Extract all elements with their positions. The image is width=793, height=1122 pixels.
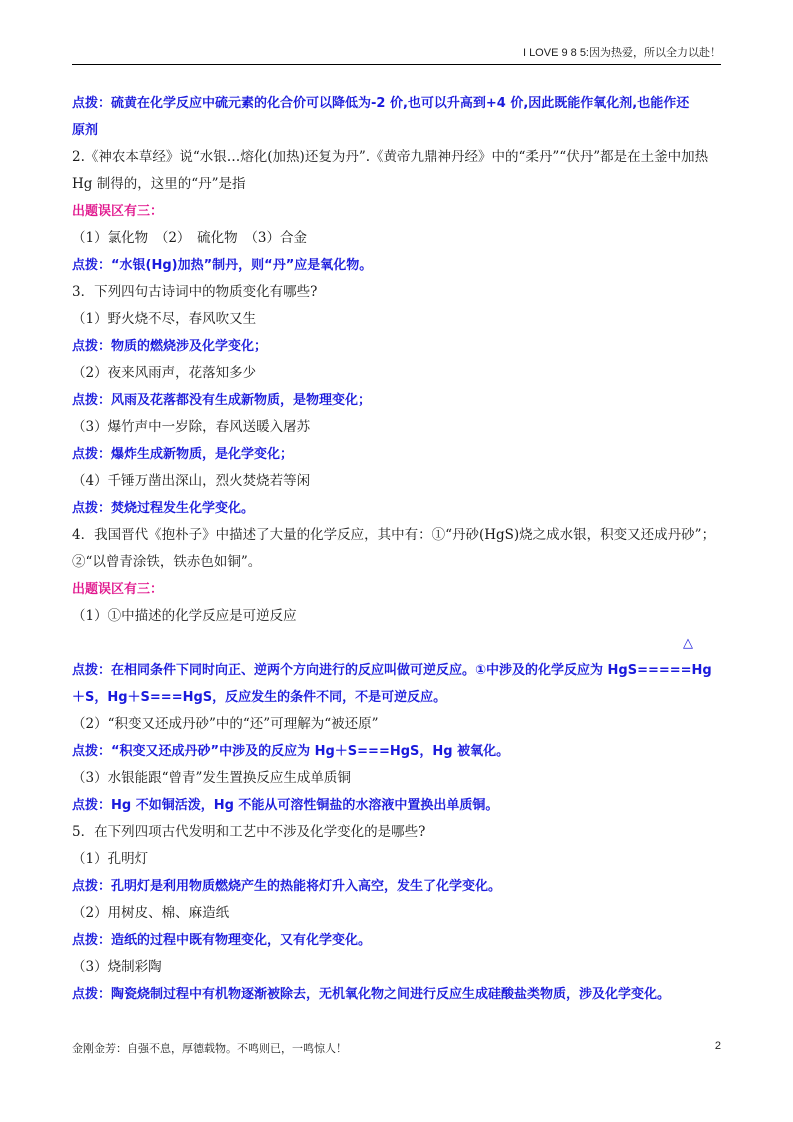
- hint-line: ＋S，Hg＋S===HgS，反应发生的条件不同，不是可逆反应。: [72, 690, 447, 705]
- header-slogan: I LOVE 9 8 5:因为热爱，所以全力以赴！: [522, 47, 721, 59]
- error-heading: 出题误区有三：: [72, 204, 164, 219]
- question-line: （4）千锤万凿出深山，烈火焚烧若等闲: [72, 473, 311, 489]
- document-body: [72, 90, 721, 1008]
- question-line: 2.《神农本草经》说“水银…熔化(加热)还复为丹”.《黄帝九鼎神丹经》中的“柔丹”“伏丹”都是在土釜中加热: [72, 149, 709, 165]
- question-line: （3）烧制彩陶: [72, 959, 162, 975]
- page-header: [72, 44, 721, 65]
- question-line: Hg 制得的，这里的“丹”是指: [72, 176, 246, 192]
- hint-line: 原剂: [72, 123, 99, 138]
- hint-line: 点拨：风雨及花落都没有生成新物质，是物理变化；: [72, 393, 372, 408]
- question-line: （1）氯化物 （2） 硫化物 （3）合金: [72, 230, 308, 246]
- heating-delta-symbol: △: [683, 636, 693, 651]
- question-line: （2）用树皮、棉、麻造纸: [72, 905, 230, 921]
- question-line: （3）爆竹声中一岁除，春风送暖入屠苏: [72, 419, 311, 435]
- error-heading: 出题误区有三：: [72, 582, 164, 597]
- hint-line: 点拨：Hg 不如铜活泼，Hg 不能从可溶性铜盐的水溶液中置换出单质铜。: [72, 798, 499, 813]
- hint-line: 点拨：造纸的过程中既有物理变化，又有化学变化。: [72, 933, 372, 948]
- question-line: （1）孔明灯: [72, 851, 149, 867]
- question-line: （1）①中描述的化学反应是可逆反应: [72, 608, 297, 624]
- page-footer: [72, 1040, 721, 1060]
- hint-line: 点拨：孔明灯是利用物质燃烧产生的热能将灯升入高空，发生了化学变化。: [72, 879, 502, 894]
- hint-line: 点拨：在相同条件下同时向正、逆两个方向进行的反应叫做可逆反应。①中涉及的化学反应为 HgS=====Hg: [72, 663, 712, 678]
- hint-line: 点拨：“水银(Hg)加热”制丹，则“丹”应是氧化物。: [72, 258, 373, 273]
- footer-motto: 金刚金芳：自强不息，厚德载物。不鸣则已，一鸣惊人！: [72, 1042, 347, 1055]
- hint-line: 点拨：焚烧过程发生化学变化。: [72, 501, 255, 516]
- reaction-condition-heat: [72, 630, 721, 657]
- hint-line: 点拨：陶瓷烧制过程中有机物逐渐被除去，无机氧化物之间进行反应生成硅酸盐类物质，涉及化学变化。: [72, 987, 671, 1002]
- hint-line: 点拨：硫黄在化学反应中硫元素的化合价可以降低为-2 价,也可以升高到+4 价,因此既能作氧化剂,也能作还: [72, 96, 690, 111]
- page-number: 2: [714, 1040, 721, 1052]
- question-line: （2）夜来风雨声，花落知多少: [72, 365, 257, 381]
- question-line: （1）野火烧不尽，春风吹又生: [72, 311, 257, 327]
- question-line: ②“以曾青涂铁，铁赤色如铜”。: [72, 554, 262, 570]
- hint-line: 点拨：爆炸生成新物质，是化学变化；: [72, 447, 294, 462]
- question-line: 5．在下列四项古代发明和工艺中不涉及化学变化的是哪些?: [72, 824, 426, 840]
- question-line: 4．我国晋代《抱朴子》中描述了大量的化学反应，其中有：①“丹砂(HgS)烧之成水银，积变又还成丹砂”；: [72, 527, 716, 543]
- hint-line: 点拨：“积变又还成丹砂”中涉及的反应为 Hg＋S===HgS，Hg 被氧化。: [72, 744, 510, 759]
- hint-line: 点拨：物质的燃烧涉及化学变化；: [72, 339, 268, 354]
- question-line: 3．下列四句古诗词中的物质变化有哪些?: [72, 284, 318, 300]
- question-line: （3）水银能跟“曾青”发生置换反应生成单质铜: [72, 770, 351, 786]
- question-line: （2）“积变又还成丹砂”中的“还”可理解为“被还原”: [72, 716, 379, 732]
